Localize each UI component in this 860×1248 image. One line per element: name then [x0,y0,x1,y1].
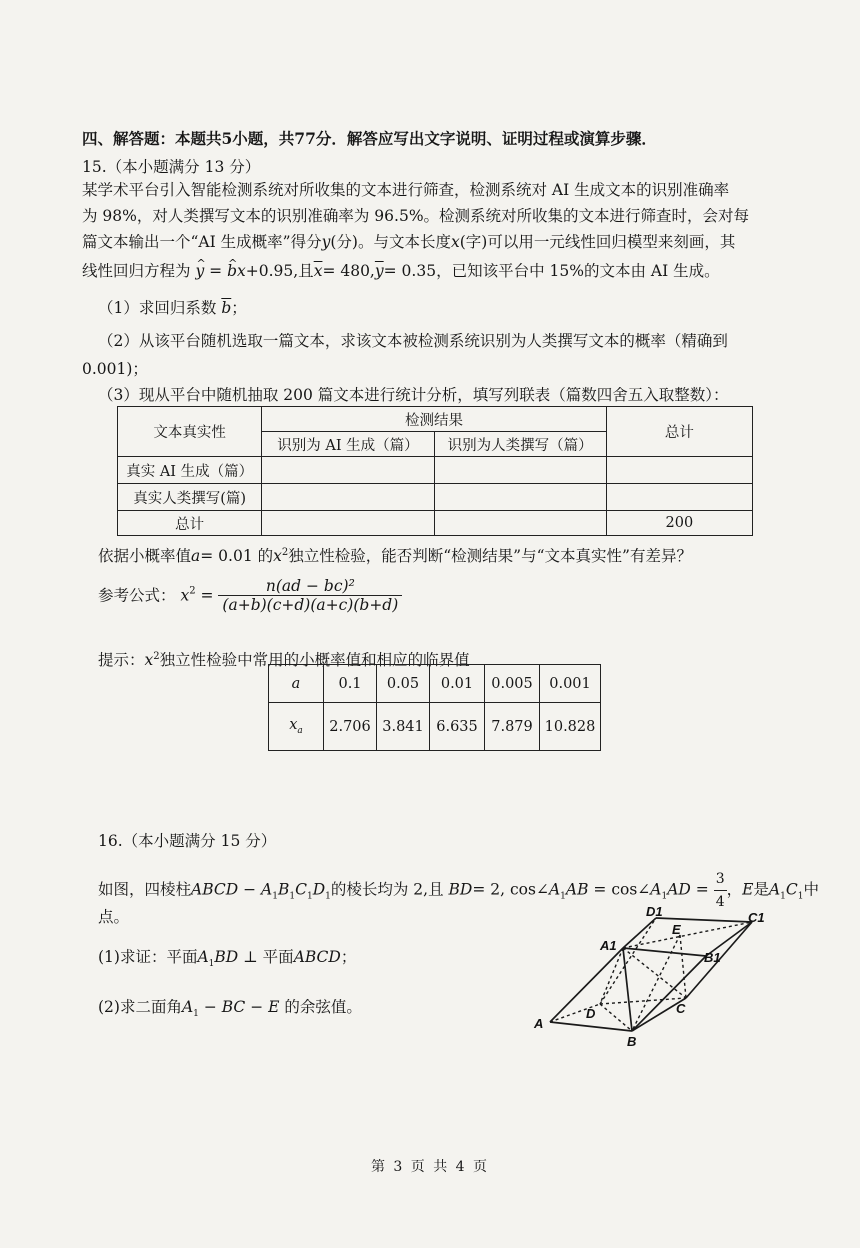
cell-human-ai [262,484,434,511]
q16-sub2: (2)求二面角$A_1$ − BC − E 的余弦值。 [98,998,362,1020]
hidden-edge-ec [680,935,686,998]
hidden-edge-dc [600,998,686,1004]
label-c: C [676,1001,686,1016]
q15-paragraph-line2: 为 98%，对人类撰写文本的识别准确率为 96.5%。检测系统对所收集的文本进行筛查时，会对每 [82,207,750,225]
q16-p1b: 的棱长均为 2,且 [330,880,444,899]
cell-grand-total: 200 [606,511,752,536]
alpha-cell: 0.1 [324,665,377,703]
critical-value-table [268,664,601,751]
reference-formula: 参考公式： $x^2$ = $\frac{\text{n(ad − bc)²}}{(a+b)(c+d)(a+c)(b+d)}$ [98,577,402,614]
cell-human-total [606,484,752,511]
q16-line1: 如图，四棱柱ABCD − $A_1B_1C_1D_1$的棱长均为 2,且 BD= 2, $\cos\angle A_1AB$ = $\cos\angle A_1AD$ = $\frac{3}{4}$ ，E是$A_1C_1$中 [98,868,819,913]
x-label: x [289,717,298,734]
q15-p4b: +0.95,且 [245,262,314,280]
alpha-cell: 0.01 [430,665,485,703]
q16-p1a: 如图，四棱柱 [98,880,192,899]
alpha-label: a [269,665,324,703]
q15-p3c: (字)可以用一元线性回归模型来刻画，其 [459,233,736,251]
hidden-edge-a1d [600,948,623,1004]
q16-p1c: = 2, [472,880,506,899]
q15-p4c: = 480, [322,262,375,280]
var-x: x [450,233,460,251]
alpha-cell: 0.001 [540,665,601,703]
q15-sub1 [98,297,247,319]
x-alpha-label [269,703,324,751]
q16-sub1a: (1)求证：平面 [98,948,198,966]
alpha-cell: 0.05 [377,665,430,703]
hint-text: 独立性检验中常用的小概率值和相应的临界值 [159,651,470,670]
q16-sub1: (1)求证：平面$A_1BD$ ⊥ 平面ABCD； [98,948,357,970]
alpha-cell: 0.005 [485,665,540,703]
critical-value-cell: 7.879 [485,703,540,751]
cell-ai-total [606,457,752,484]
judge-c: 独立性检验，能否判断“检测结果”与“文本真实性”有差异？ [288,547,692,566]
x-sub: a [297,725,303,736]
y-hat: ^ y [195,262,204,280]
q15-sub2-line1: （2）从该平台随机选取一篇文本，求该文本被检测系统识别为人类撰写文本的概率（精确到 [98,332,728,350]
q16-p1f: 中 [803,880,820,899]
header-total: 总计 [606,407,752,457]
formula-denominator: (a+b)(c+d)(a+c)(b+d) [218,595,402,614]
q16-sub2a: (2)求二面角 [98,998,182,1016]
q15-sub2-line2: 0.001)； [82,360,148,378]
formula-label: 参考公式： [98,586,176,605]
q16-p1e: 是 [753,880,769,899]
q15-p4d: = 0.35 [383,262,437,280]
cell-total-ai [262,511,434,536]
q16-p1d: ， [726,880,743,899]
label-a1: A1 [600,938,617,953]
x-bar: $\overline{x}$ [313,262,323,280]
critical-value-cell: 2.706 [324,703,377,751]
section-header: 四、解答题：本题共5小题，共77分．解答应写出文字说明、证明过程或演算步骤． [82,129,657,148]
q15-paragraph-line1: 某学术平台引入智能检测系统对所收集的文本进行筛查，检测系统对 AI 生成文本的识别准确率 [82,181,730,199]
q15-sub1-end: ； [231,299,247,317]
label-e: E [672,922,681,937]
page-footer: 第 3 页 共 4 页 [370,1159,490,1175]
q15-sub3: （3）现从平台中随机抽取 200 篇文本进行统计分析，填写列联表（篇数四舍五入取整数）： [98,386,729,404]
edge-ab [550,1022,632,1031]
row-human-label: 真实人类撰写(篇) [118,484,262,511]
q15-p3b: (分)。与文本长度 [330,233,451,251]
label-d: D [586,1006,596,1021]
judge-b: = 0.01 的 [200,547,274,566]
header-ai: 识别为 AI 生成（篇） [262,432,434,457]
q16-line2: 点。 [98,908,130,926]
cell-total-human [434,511,606,536]
header-human: 识别为人类撰写（篇） [434,432,606,457]
prism-figure [528,900,778,1050]
label-b1: B1 [704,950,721,965]
contingency-table [117,406,753,536]
b-bar: $\overline{b}$ [221,299,232,317]
critical-value-cell: 6.635 [430,703,485,751]
edge-bb1 [632,956,706,1031]
q15-sub1-text: （1）求回归系数 [98,299,217,317]
hint-label: 提示： [98,651,145,670]
hidden-edge-db [600,1004,632,1031]
header-truth: 文本真实性 [118,407,262,457]
header-result: 检测结果 [262,407,606,432]
edge-a1b1 [623,948,706,956]
q15-p4e: ，已知该平台中 15%的文本由 AI 生成。 [436,262,720,280]
q15-judgement: 依据小概率值a= 0.01 的$x^2$独立性检验，能否判断“检测结果”与“文本真实性”有差异？ [98,547,692,566]
critical-value-cell: 3.841 [377,703,430,751]
q15-title: 15.（本小题满分 13 分） [82,158,261,176]
edge-d1c1 [656,918,752,922]
formula-numerator: n(ad − bc)² [265,577,355,595]
q16-sub1b: 平面 [262,948,294,966]
q15-regression-line: 线性回归方程为 ^ y = ^ bx+0.95,且$\overline{x}= 480,\overline{y}= 0.35$，已知该平台中 15%的文本由 AI 生成。 [82,260,720,282]
hint-line: 提示：$x^2$独立性检验中常用的小概率值和相应的临界值 [98,651,470,670]
cell-ai-human [434,457,606,484]
hidden-edge-a1c [623,948,686,998]
q15-p3a: 篇文本输出一个“AI 生成概率”得分 [82,233,322,251]
q16-sub2b: 的余弦值。 [284,998,362,1016]
y-bar: $\overline{y}$ [374,262,384,280]
q16-title: 16.（本小题满分 15 分） [98,832,277,850]
var-y: y [321,233,331,251]
edge-a1b [623,948,632,1031]
judge-a: 依据小概率值 [98,547,192,566]
label-a: A [534,1016,544,1031]
row-total-label: 总计 [118,511,262,536]
b-hat: ^ b [227,262,237,280]
q15-paragraph-line3 [82,231,735,253]
label-b: B [627,1034,637,1049]
label-d1: D1 [646,904,663,919]
q15-p4a: 线性回归方程为 [82,262,191,280]
label-c1: C1 [748,910,765,925]
cell-human-human [434,484,606,511]
q16-sub1c: ； [340,948,357,966]
critical-value-cell: 10.828 [540,703,601,751]
cell-ai-ai [262,457,434,484]
row-ai-label: 真实 AI 生成（篇） [118,457,262,484]
formula-fraction [218,577,402,614]
